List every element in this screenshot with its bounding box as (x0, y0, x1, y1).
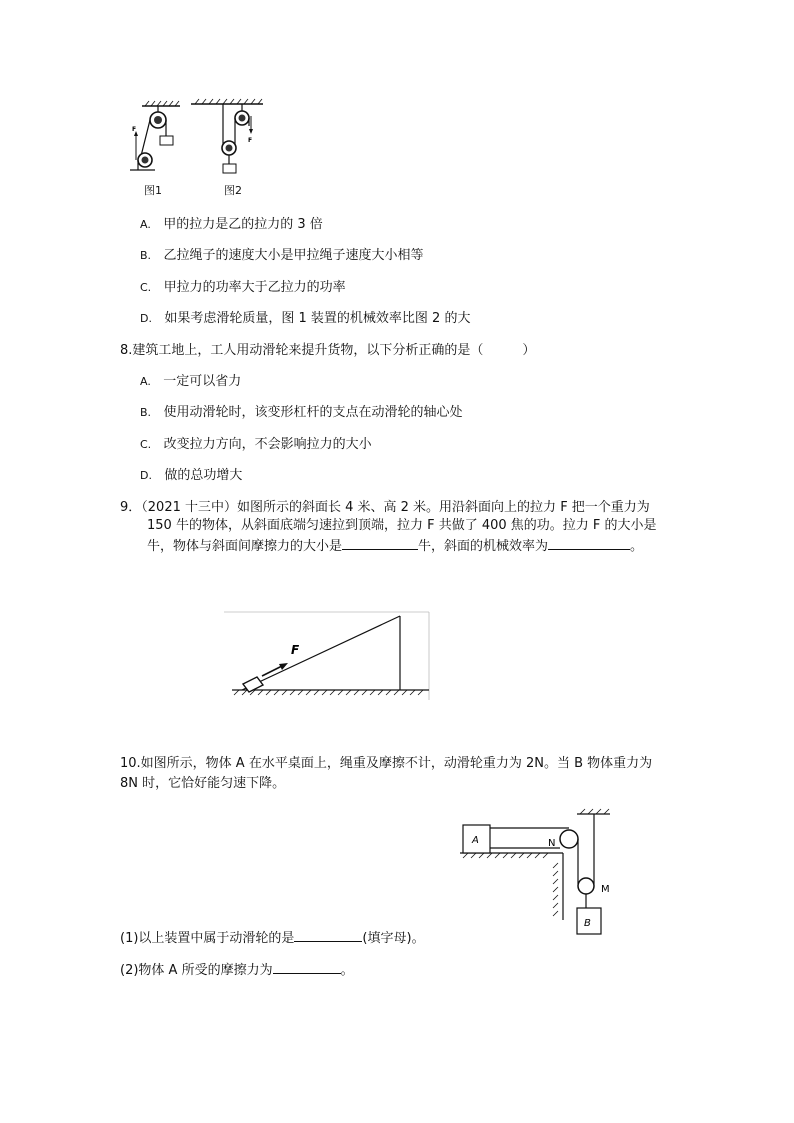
q10-movable-pulley-blank[interactable] (294, 928, 362, 942)
q10-sub-2: (2)物体 A 所受的摩擦力为 。 (120, 960, 354, 980)
pulley-table-figure (460, 808, 620, 938)
q9-line-2: 150 牛的物体，从斜面底端匀速拉到顶端，拉力 F 共做了 400 焦的功。拉力 F 的大小是 (147, 518, 657, 533)
figure-1-caption: 图1 (144, 184, 162, 197)
force-label-fig2: F (248, 137, 253, 144)
q10-friction-blank[interactable] (273, 960, 341, 974)
q10-line-2: 8N 时，它恰好能匀速下降。 (120, 776, 286, 791)
q9-line-3: 牛，物体与斜面间摩擦力的大小是 牛，斜面的机械效率为 。 (147, 536, 643, 556)
pulley-figures (125, 98, 265, 193)
block-a-label: A (472, 835, 479, 846)
q8-option-c: C. 改变拉力方向，不会影响拉力的大小 (140, 437, 372, 452)
incline-force-label: F (291, 643, 300, 657)
q10-line-1: 10.如图所示，物体 A 在水平桌面上，绳重及摩擦不计，动滑轮重力为 2N。当 B 物体重力为 (120, 756, 653, 771)
q7-option-c: C. 甲拉力的功率大于乙拉力的功率 (140, 280, 346, 295)
q7-option-d: D. 如果考虑滑轮质量，图 1 装置的机械效率比图 2 的大 (140, 311, 471, 326)
q8-option-b: B. 使用动滑轮时，该变形杠杆的支点在动滑轮的轴心处 (140, 405, 463, 420)
pulley-n-label: N (548, 838, 556, 849)
block-b-label: B (584, 918, 591, 929)
q9-line-1: 9．（2021 十三中）如图所示的斜面长 4 米、高 2 米。用沿斜面向上的拉力 F 把一个重力为 (120, 500, 650, 515)
pulley-m-label: M (601, 884, 610, 895)
q8-option-a: A. 一定可以省力 (140, 374, 242, 389)
q9-efficiency-blank[interactable] (548, 536, 630, 550)
q8-option-d: D. 做的总功增大 (140, 468, 243, 483)
q9-friction-blank[interactable] (342, 536, 418, 550)
incline-figure (224, 608, 434, 703)
force-label-fig1: F (132, 126, 137, 133)
q10-sub-1: (1)以上装置中属于动滑轮的是 (填字母)。 (120, 928, 425, 948)
figure-2-caption: 图2 (224, 184, 242, 197)
q7-option-a: A. 甲的拉力是乙的拉力的 3 倍 (140, 217, 323, 232)
q8-stem: 8.建筑工地上，工人用动滑轮来提升货物，以下分析正确的是（ ） (120, 343, 536, 358)
q7-option-b: B. 乙拉绳子的速度大小是甲拉绳子速度大小相等 (140, 248, 424, 263)
